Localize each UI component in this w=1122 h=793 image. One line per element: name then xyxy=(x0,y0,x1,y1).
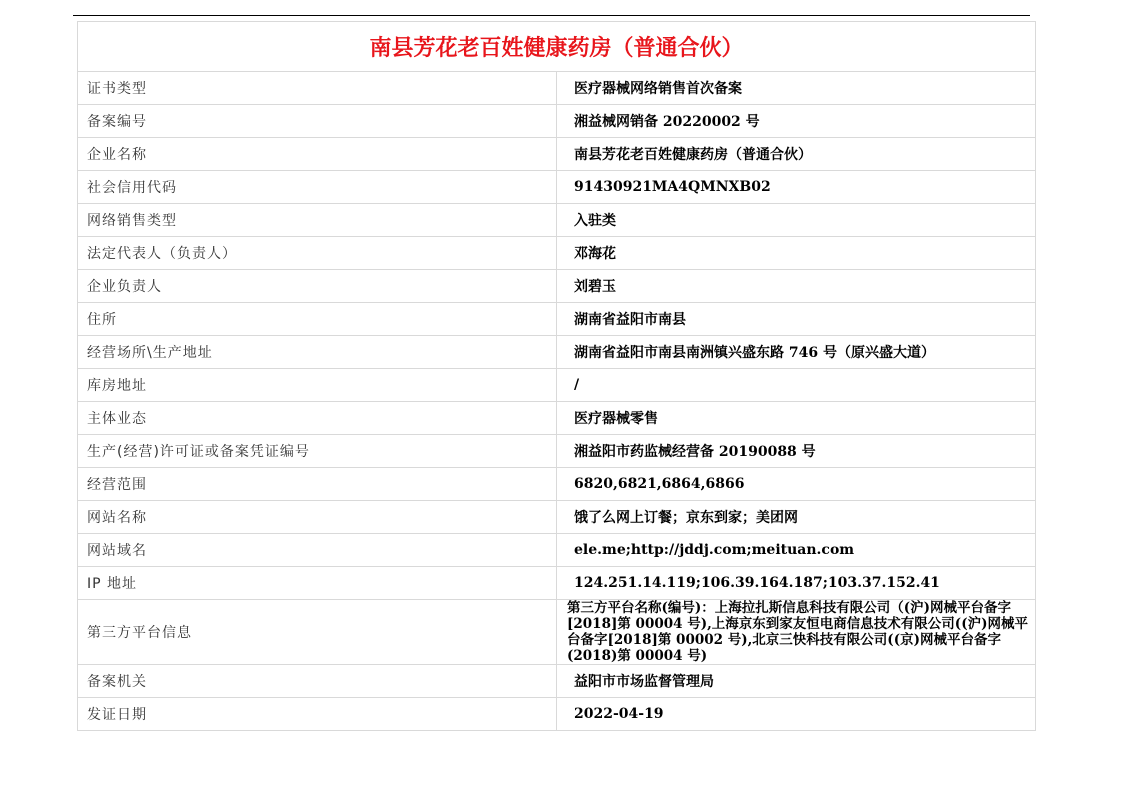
row-value: 湖南省益阳市南县南洲镇兴盛东路 746 号（原兴盛大道） xyxy=(557,336,1036,369)
row-value: 2022-04-19 xyxy=(557,698,1036,731)
table-row xyxy=(78,435,1036,468)
top-rule xyxy=(73,15,1030,16)
table-row xyxy=(78,72,1036,105)
row-value: 91430921MA4QMNXB02 xyxy=(557,171,1036,204)
row-label: 生产(经营)许可证或备案凭证编号 xyxy=(78,435,557,468)
row-value: 湘益阳市药监械经营备 20190088 号 xyxy=(557,435,1036,468)
row-value: 6820,6821,6864,6866 xyxy=(557,468,1036,501)
row-value: 124.251.14.119;106.39.164.187;103.37.152.41 xyxy=(557,567,1036,600)
row-value: 入驻类 xyxy=(557,204,1036,237)
table-row xyxy=(78,336,1036,369)
table-row xyxy=(78,402,1036,435)
row-value: 第三方平台名称(编号)：上海拉扎斯信息科技有限公司（(沪)网械平台备字[2018]第 00004 号),上海京东到家友恒电商信息技术有限公司((沪)网械平台备字[2018]第 00002 号),北京三快科技有限公司((京)网械平台备字(2018)第 00004 号) xyxy=(557,600,1036,665)
certificate-title: 南县芳花老百姓健康药房（普通合伙） xyxy=(78,22,1036,72)
table-row xyxy=(78,665,1036,698)
row-label: IP 地址 xyxy=(78,567,557,600)
row-value: 邓海花 xyxy=(557,237,1036,270)
row-label: 库房地址 xyxy=(78,369,557,402)
row-label: 住所 xyxy=(78,303,557,336)
row-value: 湖南省益阳市南县 xyxy=(557,303,1036,336)
table-row xyxy=(78,204,1036,237)
table-row xyxy=(78,171,1036,204)
row-label: 网站域名 xyxy=(78,534,557,567)
title-row xyxy=(78,22,1036,72)
certificate-table xyxy=(77,21,1036,731)
row-label: 备案机关 xyxy=(78,665,557,698)
row-value: 医疗器械零售 xyxy=(557,402,1036,435)
table-row xyxy=(78,105,1036,138)
table-row xyxy=(78,698,1036,731)
row-label: 法定代表人（负责人） xyxy=(78,237,557,270)
row-label: 企业负责人 xyxy=(78,270,557,303)
row-label: 企业名称 xyxy=(78,138,557,171)
table-row xyxy=(78,237,1036,270)
table-row xyxy=(78,600,1036,665)
row-value: 湘益械网销备 20220002 号 xyxy=(557,105,1036,138)
row-value: 益阳市市场监督管理局 xyxy=(557,665,1036,698)
row-value: 医疗器械网络销售首次备案 xyxy=(557,72,1036,105)
row-value: 南县芳花老百姓健康药房（普通合伙） xyxy=(557,138,1036,171)
row-label: 发证日期 xyxy=(78,698,557,731)
row-label: 社会信用代码 xyxy=(78,171,557,204)
row-value: ele.me;http://jddj.com;meituan.com xyxy=(557,534,1036,567)
table-row xyxy=(78,369,1036,402)
row-label: 网络销售类型 xyxy=(78,204,557,237)
table-row xyxy=(78,303,1036,336)
row-value: 刘碧玉 xyxy=(557,270,1036,303)
row-value: / xyxy=(557,369,1036,402)
table-row xyxy=(78,270,1036,303)
row-value: 饿了么网上订餐；京东到家；美团网 xyxy=(557,501,1036,534)
table-row xyxy=(78,567,1036,600)
row-label: 经营范围 xyxy=(78,468,557,501)
table-row xyxy=(78,534,1036,567)
row-label: 第三方平台信息 xyxy=(78,600,557,665)
row-label: 经营场所\生产地址 xyxy=(78,336,557,369)
table-row xyxy=(78,501,1036,534)
row-label: 网站名称 xyxy=(78,501,557,534)
table-row xyxy=(78,468,1036,501)
table-row xyxy=(78,138,1036,171)
row-label: 主体业态 xyxy=(78,402,557,435)
row-label: 备案编号 xyxy=(78,105,557,138)
row-label: 证书类型 xyxy=(78,72,557,105)
